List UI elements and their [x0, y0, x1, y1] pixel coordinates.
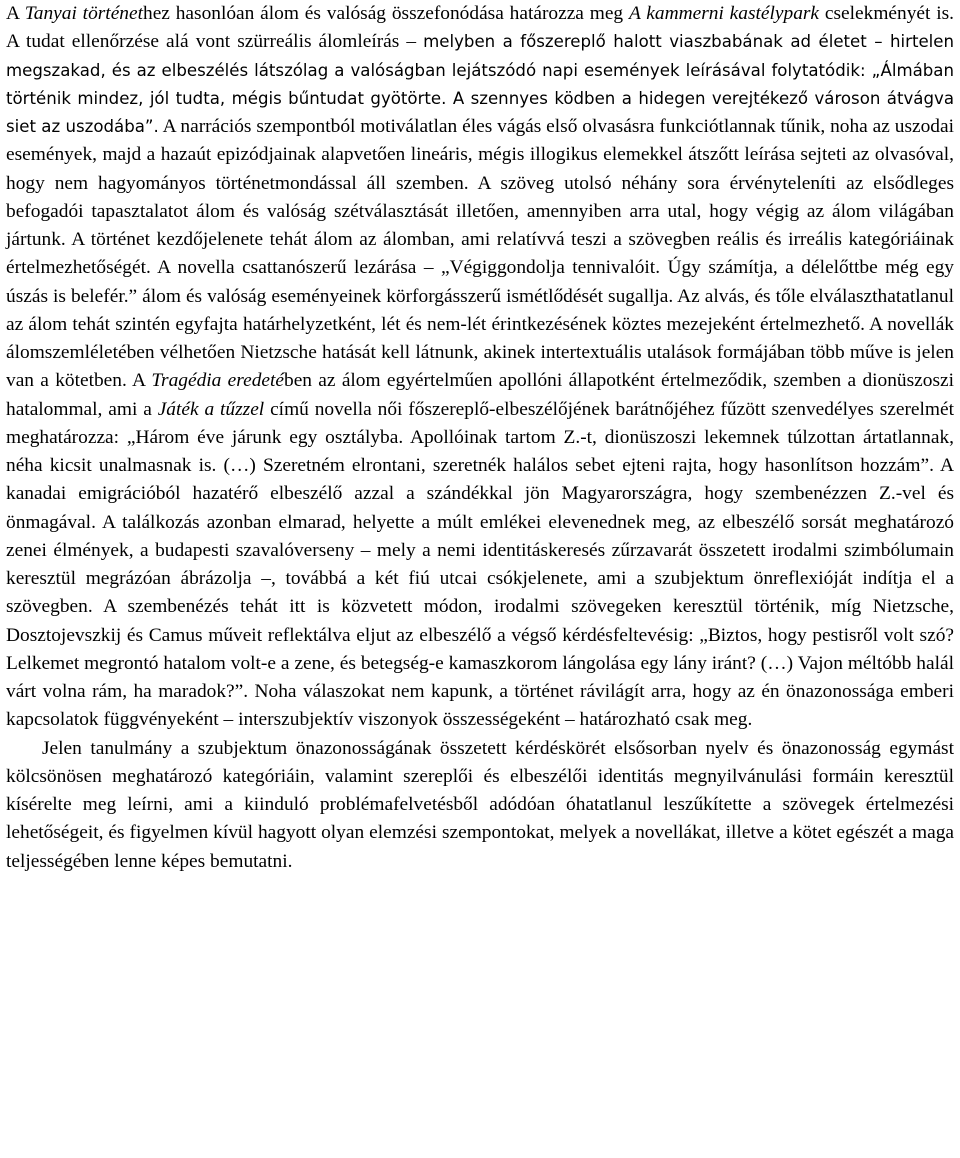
text-segment: cselekményét is. A tudat ellenőrzése alá vont szürreális álomleírás –: [6, 3, 955, 53]
document-page: [6, 0, 954, 876]
text-segment: hez hasonlóan álom és valóság összefonódása határozza meg: [143, 3, 629, 24]
book-title-jatek: Játék a tűzzel: [157, 398, 265, 420]
book-title-kammerni: A kammerni kastélypark: [628, 3, 820, 24]
book-title-tragedia: Tragédia eredeté: [151, 370, 284, 392]
text-segment: ben az álom egyértelműen apollóni állapotként értelmeződik, szemben a dionüszoszi hatalommal, ami a: [6, 370, 955, 420]
paragraph-1: [6, 0, 954, 735]
text-segment: A narrációs szempontból motiválatlan éles vágás első olvasásra funkciótlannak tűnik, noha az uszodai események, majd a hazaút epizódjainak alapvetően lineáris, mégis illogikus elemekkel átszőtt leírása sejteti az olvasóval, hogy nem hagyományos történetmondással áll szemben.: [6, 116, 954, 194]
text-segment: A: [6, 3, 25, 24]
text-segment: on átvágva siet az uszodába”.: [6, 88, 954, 136]
paragraph-2: [6, 735, 954, 876]
text-segment: című novella női főszereplő-elbeszélőjének barátnőjéhez fűzött szenvedélyes szerelmét meghatározza: „Három éve járunk egy osztályba. Apollóinak tartom Z.-t, dionüszoszi lekemnek túlzottan ártatlannak, néha kicsit unalmasnak is. (…) Szeretném elrontani, szeretnék halálos sebet ejteni rajta, hogy hasonlítson hozzám”. A kanadai emigrációból hazatérő elbeszélő azzal a szándékkal jön Magyarországra, hogy szembenézzen Z.-vel és önmagával. A találkozás azonban elmarad, helyette a múlt emlékei elevenednek meg, az elbeszélő sorsát meghatározó zenei élmények, a budapesti szavalóverseny – mely a nemi identitáskeresés zűrzavarát összetett irodalmi szimbólumain keresztül megrázóan ábrázolja –, továbbá a két fiú utcai csókjelenete, ami a szubjektum önreflexióját indítja el a szövegben. A szembenézés tehát itt is közvetett módon, irodalmi szövegeken keresztül történik, míg Nietzsche, Dosztojevszkij és Camus műveit reflektálva eljut az elbeszélő a végső kérdésfeltevésig: „Biztos, hogy pestisről volt szó? Lelkemet megrontó hatalom volt-e a zene, és betegség-e kamaszkorom lángolása egy lány iránt? (…) Vajon méltóbb halál várt volna rám, ha maradok?”. Noha válaszokat nem kapunk, a történet rávilágít arra, hogy az én önazonossága emberi kapcsolatok függvényeként – interszubjektív viszonyok összességeként – határozható csak meg.: [6, 398, 954, 731]
text-segment: melyben a főszereplő halott viaszbabának ad életet – hirtelen megszakad, és az elbeszélés látszólag a valóságban lejátszódó napi események leírásával folytatódik: „Álmában történik mindez, jól tudta, mégis bűntudat gyötörte. A szennyes ködben a hidegen verejtékező város: [6, 32, 955, 108]
text-segment: A szöveg utolsó néhány sora érvényteleníti az elsődleges befogadói tapasztalatot álom és valóság szétválasztását illetően, amennyiben arra utal, hogy végig az álom világában jártunk. A történet kezdőjelenete tehát álom az álomban, ami relatívvá teszi a szövegben reális és irreális kategóriáinak értelmezhetőségét. A novella csattanószerű lezárása – „Végiggondolja tennivalóit. Úgy számítja, a délelőttbe még egy úszás is belefér.” álom és valóság eseményeinek körforgásszerű ismétlődését sugallja. Az alvás, és tőle elválaszthatatlanul az álom tehát szintén egyfajta határhelyzetként, lét és nem-lét érintkezésének köztes mezejeként értelmezhető. A novellák álomszemléletében vélhetően Nietzsche hatását kell látnunk, akinek intertextuális utalások formájában több műve is jelen van a kötetben. A: [6, 172, 955, 392]
book-title-tanyai: Tanyai történet: [24, 3, 143, 24]
text-segment: Jelen tanulmány a szubjektum önazonosságának összetett kérdéskörét elsősorban nyelv és önazonosság egymást kölcsönösen meghatározó kategóriáin, valamint szereplői és elbeszélői identitás megnyilvánulási formáin keresztül kísérelte meg leírni, ami a kiinduló problémafelvetésből adódóan óhatatlanul leszűkítette a szövegek értelmezési lehetőségeit, és figyelmen kívül hagyott olyan elemzési szempontokat, melyek a novellákat, illetve a kötet egészét a maga teljességében lenne képes bemutatni.: [6, 737, 954, 872]
